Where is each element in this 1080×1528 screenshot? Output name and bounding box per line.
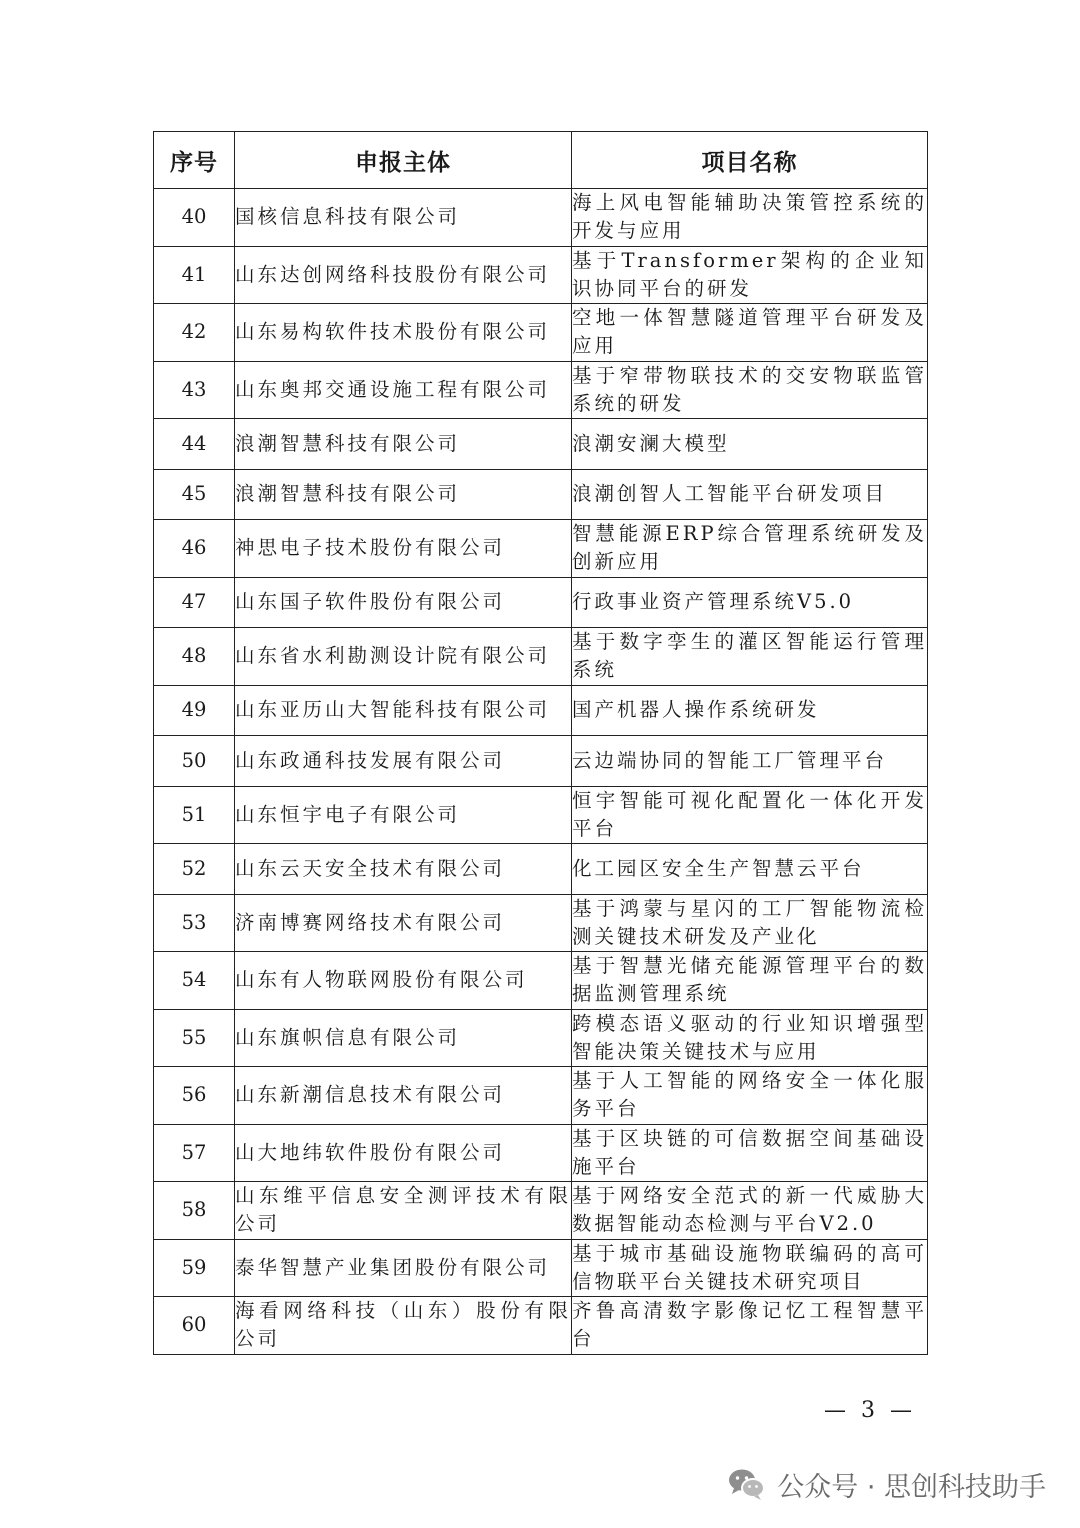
table-row [154,361,928,419]
wechat-icon [727,1467,767,1501]
row-project-name: 基于窄带物联技术的交安物联监管系统的研发 [572,361,928,419]
row-project-name: 基于区块链的可信数据空间基础设施平台 [572,1124,928,1182]
row-number: 44 [154,419,235,470]
row-project-name: 齐鲁高清数字影像记忆工程智慧平台 [572,1297,928,1355]
row-number: 42 [154,304,235,362]
table-row [154,844,928,895]
table-row [154,628,928,686]
row-applicant: 山东省水利勘测设计院有限公司 [235,628,572,686]
table-row [154,1239,928,1297]
table-row [154,419,928,470]
row-applicant: 山大地纬软件股份有限公司 [235,1124,572,1182]
row-project-name: 基于网络安全范式的新一代威胁大数据智能动态检测与平台V2.0 [572,1182,928,1240]
table-row [154,469,928,520]
header-number: 序号 [154,132,235,189]
row-project-name: 行政事业资产管理系统V5.0 [572,577,928,628]
row-applicant: 山东国子软件股份有限公司 [235,577,572,628]
row-number: 56 [154,1067,235,1125]
row-applicant: 国核信息科技有限公司 [235,189,572,247]
project-table [153,131,928,1355]
row-project-name: 海上风电智能辅助决策管控系统的开发与应用 [572,189,928,247]
row-project-name: 浪潮创智人工智能平台研发项目 [572,469,928,520]
table-row [154,1297,928,1355]
row-number: 47 [154,577,235,628]
row-project-name: 空地一体智慧隧道管理平台研发及应用 [572,304,928,362]
row-applicant: 山东恒宇电子有限公司 [235,786,572,844]
table-row [154,577,928,628]
row-applicant: 山东亚历山大智能科技有限公司 [235,685,572,736]
watermark [727,1462,1046,1506]
row-number: 54 [154,952,235,1010]
row-number: 45 [154,469,235,520]
table-row [154,1182,928,1240]
table-row [154,1067,928,1125]
row-project-name: 基于人工智能的网络安全一体化服务平台 [572,1067,928,1125]
table-row [154,685,928,736]
table-row [154,786,928,844]
table-header-row [154,132,928,189]
row-project-name: 恒宇智能可视化配置化一体化开发平台 [572,786,928,844]
row-project-name: 浪潮安澜大模型 [572,419,928,470]
row-number: 59 [154,1239,235,1297]
row-number: 46 [154,520,235,578]
row-project-name: 跨模态语义驱动的行业知识增强型智能决策关键技术与应用 [572,1009,928,1067]
header-applicant: 申报主体 [235,132,572,189]
row-project-name: 基于数字孪生的灌区智能运行管理系统 [572,628,928,686]
table-row [154,246,928,304]
table-row [154,736,928,787]
row-number: 53 [154,894,235,952]
header-project-name: 项目名称 [572,132,928,189]
row-number: 51 [154,786,235,844]
row-applicant: 山东新潮信息技术有限公司 [235,1067,572,1125]
row-number: 40 [154,189,235,247]
row-number: 57 [154,1124,235,1182]
row-applicant: 山东奥邦交通设施工程有限公司 [235,361,572,419]
watermark-text: 公众号 · 思创科技助手 [777,1471,1046,1503]
row-number: 52 [154,844,235,895]
row-number: 43 [154,361,235,419]
row-project-name: 基于鸿蒙与星闪的工厂智能物流检测关键技术研发及产业化 [572,894,928,952]
page-number: — 3 — [824,1398,916,1423]
row-number: 49 [154,685,235,736]
row-applicant: 山东旗帜信息有限公司 [235,1009,572,1067]
row-applicant: 泰华智慧产业集团股份有限公司 [235,1239,572,1297]
table-row [154,520,928,578]
row-number: 41 [154,246,235,304]
table-row [154,304,928,362]
row-applicant: 山东达创网络科技股份有限公司 [235,246,572,304]
table-row [154,894,928,952]
row-number: 58 [154,1182,235,1240]
row-applicant: 浪潮智慧科技有限公司 [235,419,572,470]
table-row [154,1009,928,1067]
row-number: 60 [154,1297,235,1355]
row-applicant: 山东云天安全技术有限公司 [235,844,572,895]
row-applicant: 山东维平信息安全测评技术有限公司 [235,1182,572,1240]
row-applicant: 山东政通科技发展有限公司 [235,736,572,787]
row-project-name: 基于智慧光储充能源管理平台的数据监测管理系统 [572,952,928,1010]
row-number: 55 [154,1009,235,1067]
row-applicant: 山东易构软件技术股份有限公司 [235,304,572,362]
row-applicant: 山东有人物联网股份有限公司 [235,952,572,1010]
row-applicant: 海看网络科技（山东）股份有限公司 [235,1297,572,1355]
row-project-name: 基于Transformer架构的企业知识协同平台的研发 [572,246,928,304]
row-number: 50 [154,736,235,787]
row-applicant: 济南博赛网络技术有限公司 [235,894,572,952]
table-row [154,952,928,1010]
row-project-name: 智慧能源ERP综合管理系统研发及创新应用 [572,520,928,578]
row-project-name: 云边端协同的智能工厂管理平台 [572,736,928,787]
row-applicant: 神思电子技术股份有限公司 [235,520,572,578]
row-project-name: 国产机器人操作系统研发 [572,685,928,736]
row-number: 48 [154,628,235,686]
row-applicant: 浪潮智慧科技有限公司 [235,469,572,520]
table-row [154,189,928,247]
row-project-name: 化工园区安全生产智慧云平台 [572,844,928,895]
row-project-name: 基于城市基础设施物联编码的高可信物联平台关键技术研究项目 [572,1239,928,1297]
table-row [154,1124,928,1182]
